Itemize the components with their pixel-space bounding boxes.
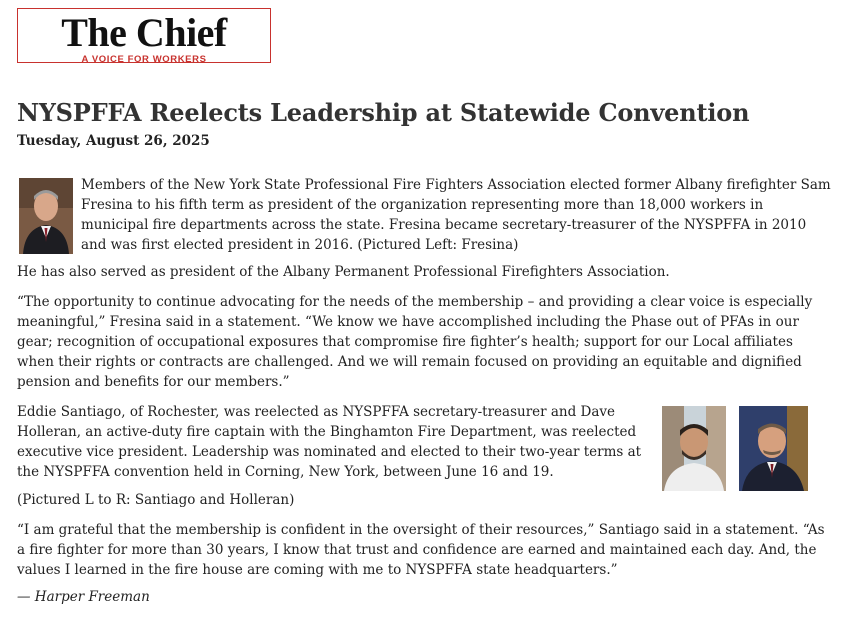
- article-paragraph-1: Members of the New York State Professional Fire Fighters Association elected former Albany firefighter Sam Fresina to his fifth term as president of the organization representing more than 18,000 workers in municipal fire departments across the state. Fresina became secretary-treasurer of the NYSPFFA in 2010 and was first elected president in 2016. (Pictured Left: Fresina): [81, 177, 831, 253]
- article-byline: — Harper Freeman: [17, 589, 150, 605]
- article-paragraph-3: “The opportunity to continue advocating for the needs of the membership – and providing a clear voice is especially meaningful,” Fresina said in a statement. “We know we have accomplished including the Phase out of PFAs in our gear; recognition of occupational exposures that compromise fire fighter’s health; support for our Local affiliates when their rights or contracts are challenged. And we will remain focused on providing an equitable and dignified pension and benefits for our members.”: [17, 294, 813, 390]
- santiago-photo: [662, 406, 726, 491]
- masthead-logo[interactable]: [17, 8, 271, 63]
- masthead-title: The Chief: [61, 10, 227, 55]
- article-paragraph-4: Eddie Santiago, of Rochester, was reelected as NYSPFFA secretary-treasurer and Dave Holleran, an active-duty fire captain with the Binghamton Fire Department, was reelected executive vice president. Leadership was nominated and elected to their two-year terms at the NYSPFFA convention held in Corning, New York, between June 16 and 19.: [17, 404, 642, 480]
- fresina-photo: [19, 178, 73, 254]
- photo-caption: (Pictured L to R: Santiago and Holleran): [17, 492, 295, 508]
- article-paragraph-5: “I am grateful that the membership is confident in the oversight of their resources,” Santiago said in a statement. “As a fire fighter for more than 30 years, I know that trust and confidence are earned and maintained each day. And, the values I learned in the fire house are coming with me to NYSPFFA state headquarters.”: [17, 522, 825, 578]
- article-date: Tuesday, August 26, 2025: [17, 133, 210, 149]
- article-headline: NYSPFFA Reelects Leadership at Statewide Convention: [17, 98, 750, 127]
- masthead-tagline: A VOICE FOR WORKERS: [81, 54, 207, 65]
- holleran-photo: [739, 406, 808, 491]
- article-paragraph-2: He has also served as president of the Albany Permanent Professional Firefighters Association.: [17, 264, 670, 280]
